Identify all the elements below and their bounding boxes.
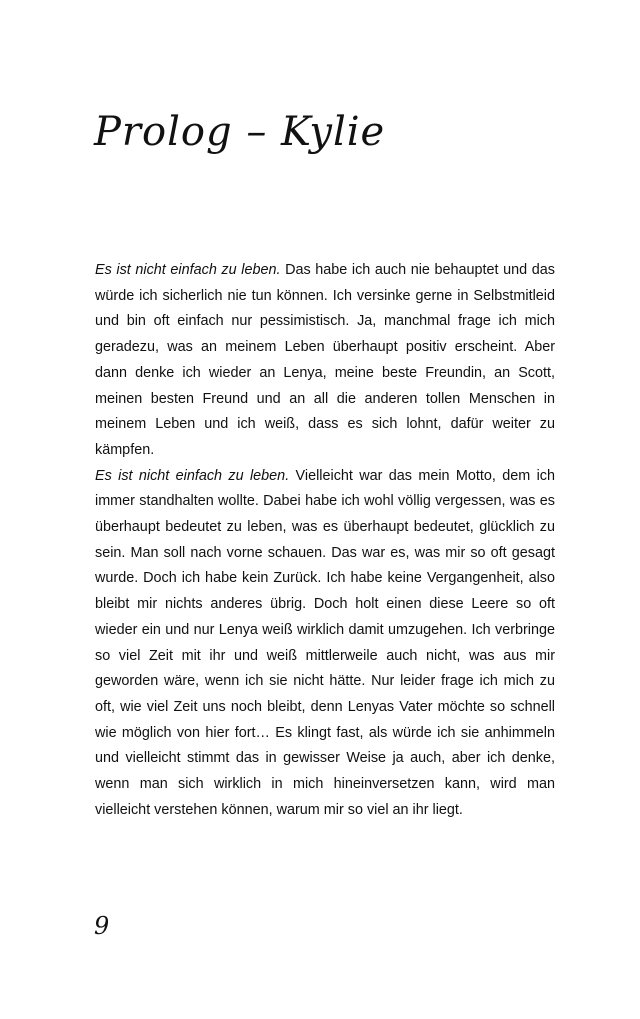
chapter-title: Prolog – Kylie — [94, 109, 386, 155]
paragraph — [95, 258, 555, 464]
paragraph — [95, 464, 555, 824]
italic-lead: Es ist nicht einfach zu leben. — [95, 467, 290, 484]
page-number: 9 — [94, 912, 110, 940]
body-text — [95, 258, 555, 823]
paragraph-text: Vielleicht war das mein Motto, dem ich immer standhalten wollte. Dabei habe ich wohl völlig vergessen, was es überhaupt bedeutet zu leben, was es überhaupt bedeutet, glücklich zu sein. Man soll nach vorne schauen. Das war es, was mir so oft gesagt wurde. Doch ich habe kein Zurück. Ich habe keine Vergangenheit, also bleibt mir nichts anderes übrig. Doch holt einen diese Leere so oft wieder ein und nur Lenya weiß wirklich damit umzugehen. Ich verbringe so viel Zeit mit ihr und weiß mittlerweile auch nicht, was aus mir geworden wäre, wenn ich sie nicht hätte. Nur leider frage ich mich zu oft, wie viel Zeit uns noch bleibt, denn Lenyas Vater möchte so schnell wie möglich von hier fort… Es klingt fast, als würde ich sie anhimmeln und vielleicht stimmt das in gewisser Weise ja auch, aber ich denke, wenn man sich wirklich in mich hineinversetzen kann, wird man vielleicht verstehen können, warum mir so viel an ihr liegt. — [95, 467, 556, 818]
italic-lead: Es ist nicht einfach zu leben. — [95, 262, 281, 278]
paragraph-text: Das habe ich auch nie behauptet und das würde ich sicherlich nie tun können. Ich versinke gerne in Selbstmitleid und bin oft einfach nur pessimistisch. Ja, manchmal frage ich mich geradezu, was an meinem Leben überhaupt positiv erscheint. Aber dann denke ich wieder an Lenya, meine beste Freundin, an Scott, meinen besten Freund und an all die anderen tollen Menschen in meinem Leben und ich weiß, dass es sich lohnt, dafür weiter zu kämpfen. — [95, 262, 555, 458]
